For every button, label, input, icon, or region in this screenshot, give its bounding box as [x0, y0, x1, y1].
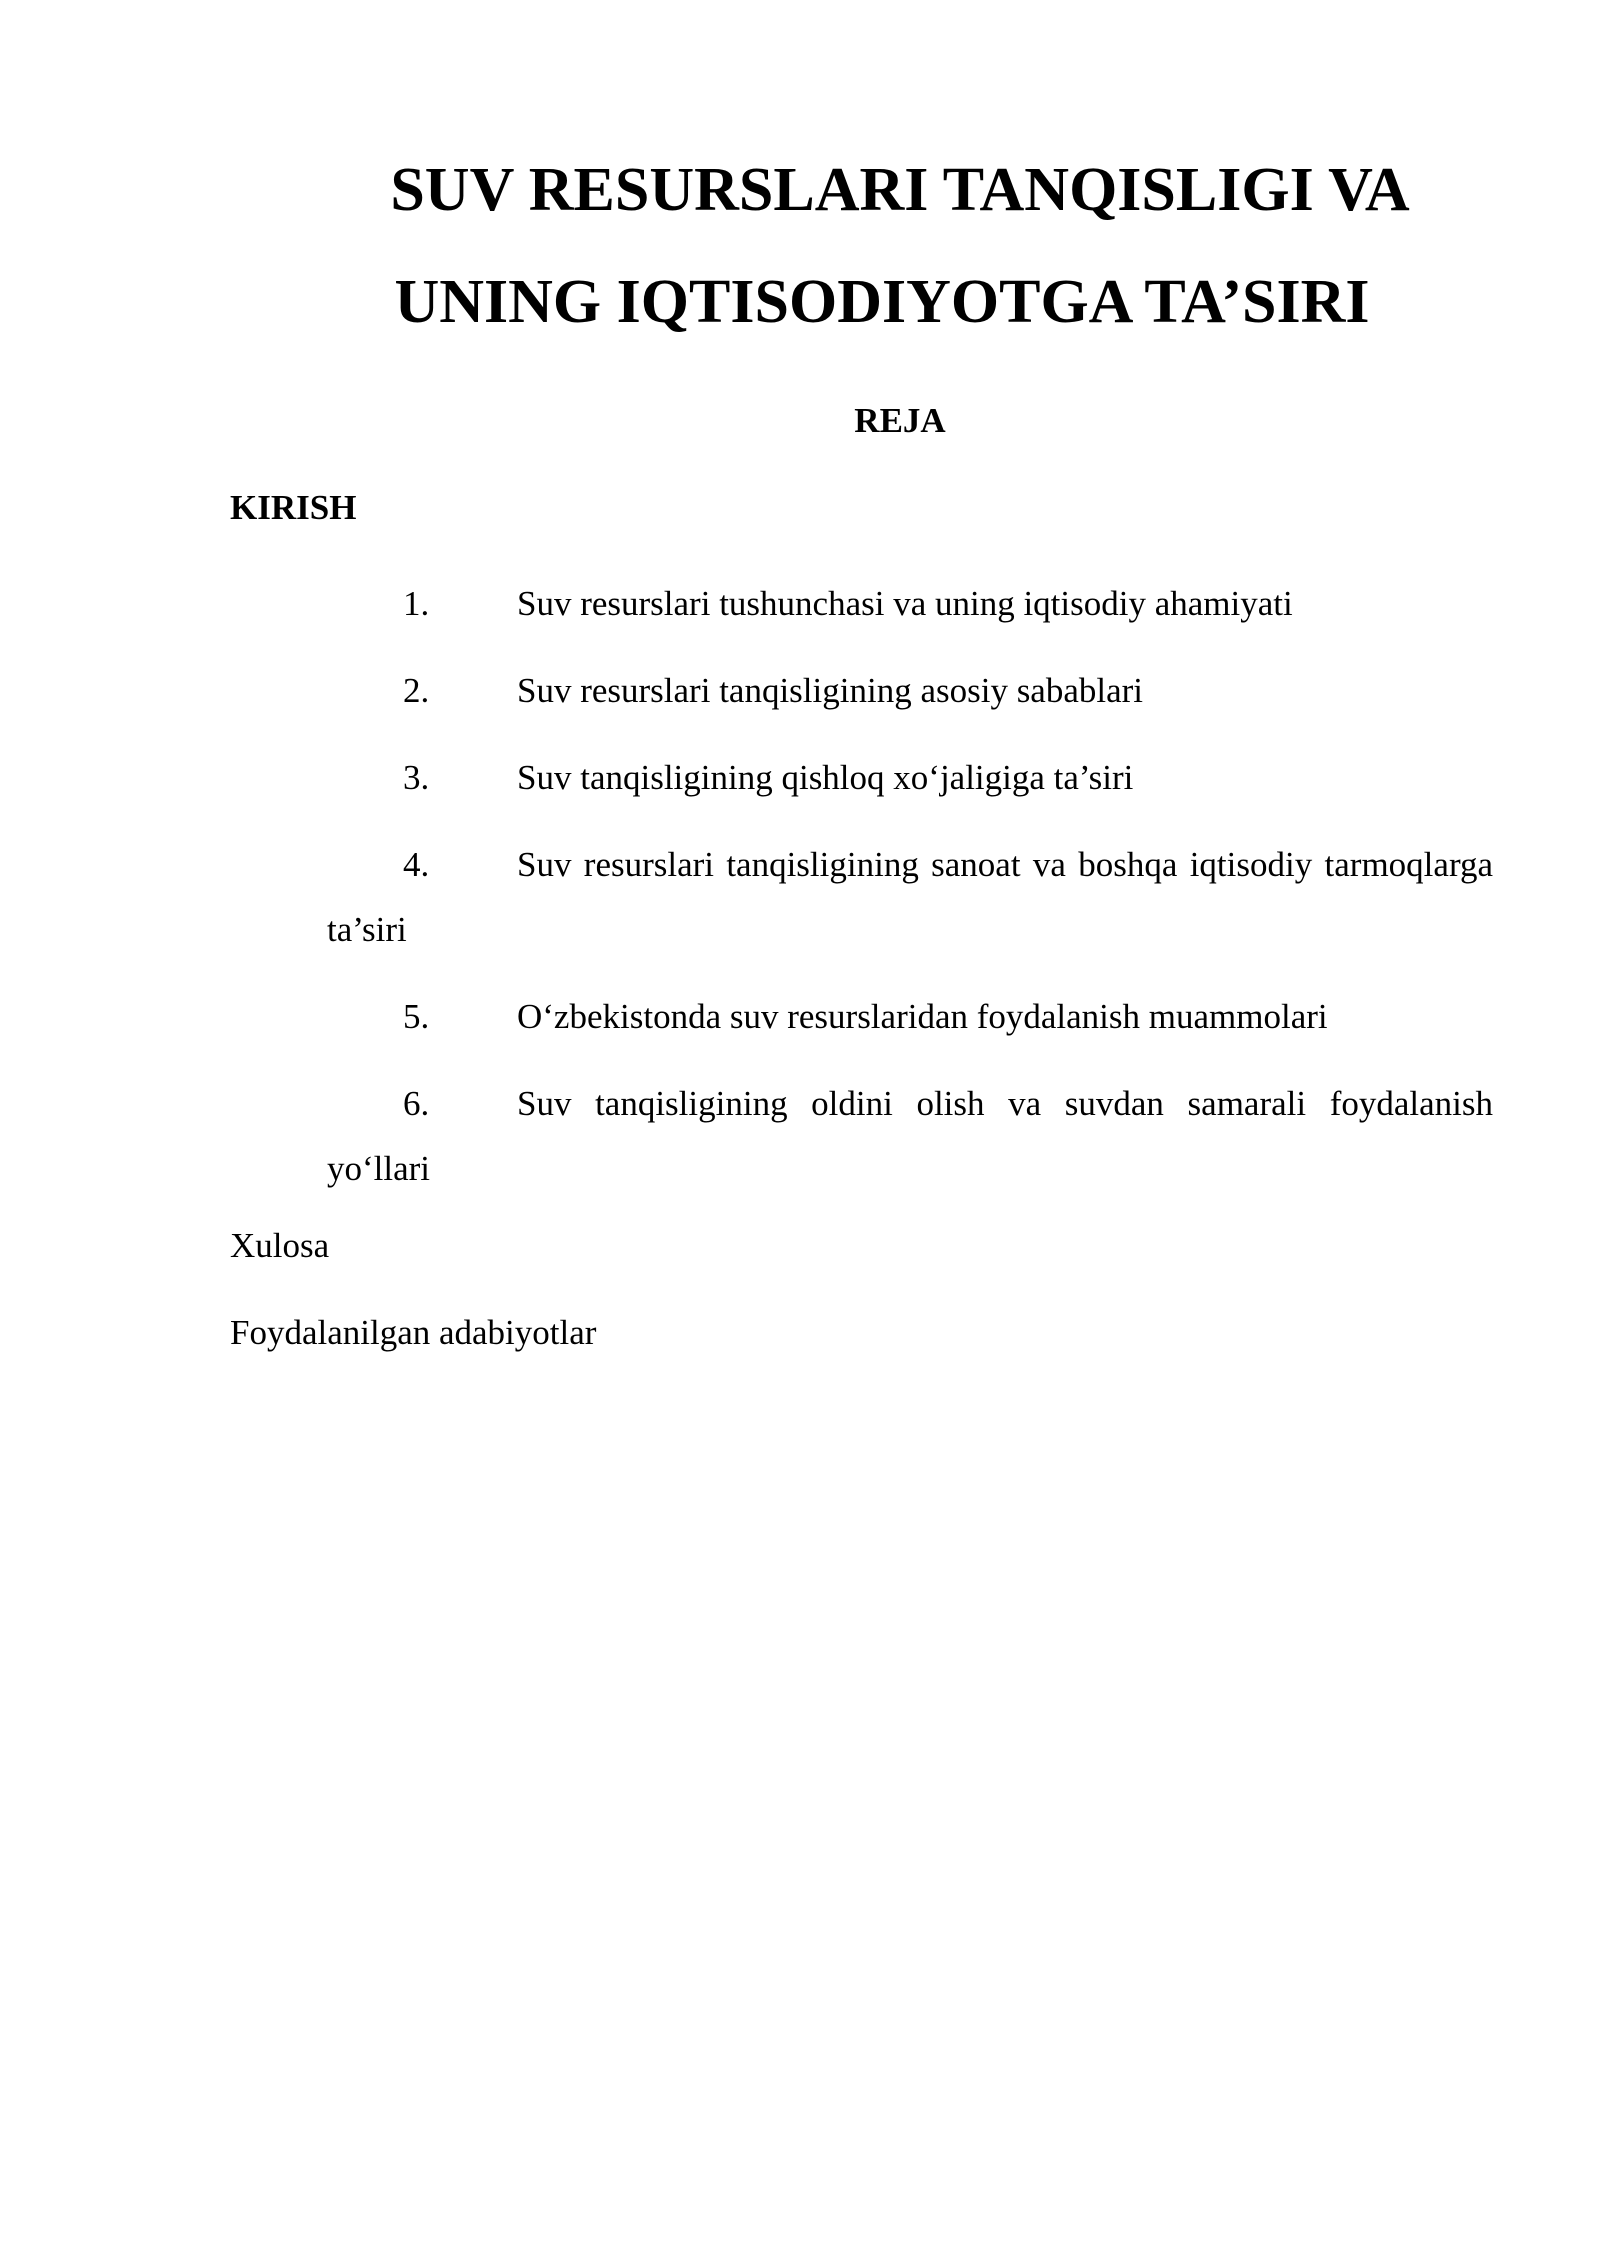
plan-item-text: Suv resurslari tanqisligining asosiy sabablari — [517, 671, 1144, 710]
plan-item-2 — [327, 658, 1493, 723]
plan-item-number: 2. — [403, 671, 430, 710]
plan-item-5 — [327, 984, 1493, 1049]
plan-item-1 — [327, 571, 1493, 636]
document-title-line-2: UNING IQTISODIYOTGA TA’SIRI — [394, 268, 1370, 336]
plan-item-4 — [327, 832, 1493, 962]
plan-item-text: Suv resurslari tushunchasi va uning iqtisodiy ahamiyati — [517, 584, 1293, 623]
introduction-heading: KIRISH — [230, 488, 357, 527]
plan-item-text: O‘zbekistonda suv resurslaridan foydalanish muammolari — [517, 997, 1328, 1036]
plan-item-number: 3. — [403, 758, 430, 797]
plan-item-text: Suv tanqisligining oldini olish va suvdan samarali foydalanish yo‘llari — [327, 1084, 1493, 1188]
plan-item-number: 6. — [403, 1084, 430, 1123]
plan-item-6 — [327, 1071, 1493, 1201]
references-heading: Foydalanilgan adabiyotlar — [230, 1313, 597, 1352]
plan-item-text: Suv resurslari tanqisligining sanoat va boshqa iqtisodiy tarmoqlarga ta’siri — [327, 845, 1493, 949]
plan-item-3 — [327, 745, 1493, 810]
plan-item-number: 4. — [403, 845, 430, 884]
plan-heading: REJA — [854, 401, 946, 440]
document-title-line-1: SUV RESURSLARI TANQISLIGI VA — [390, 156, 1410, 224]
plan-item-number: 5. — [403, 997, 430, 1036]
conclusion-heading: Xulosa — [230, 1226, 330, 1265]
plan-item-number: 1. — [403, 584, 430, 623]
plan-item-text: Suv tanqisligining qishloq xo‘jaligiga ta’siri — [517, 758, 1134, 797]
